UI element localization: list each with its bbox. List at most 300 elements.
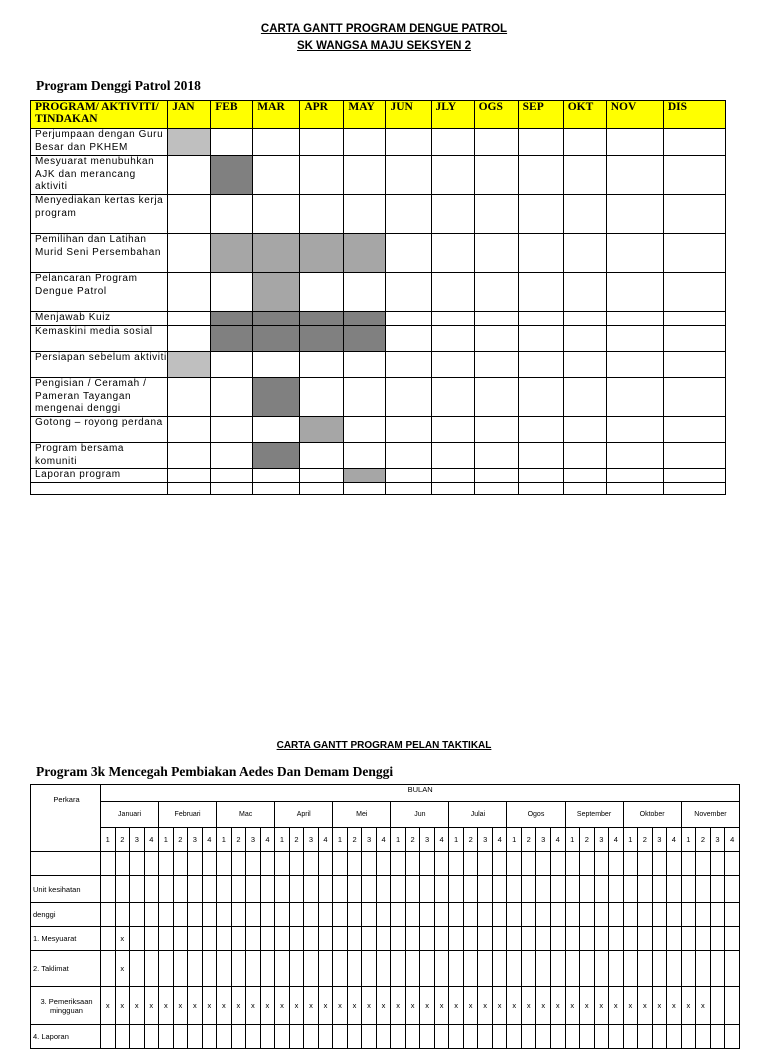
tactical-chart-title: CARTA GANTT PROGRAM PELAN TAKTIKAL [276,740,492,751]
gantt-empty-cell [563,234,606,273]
schedule-cell [159,927,174,951]
month-header-sep: SEP [518,101,563,129]
schedule-cell [521,852,536,876]
week-header: 4 [434,828,449,852]
gantt-empty-cell [518,483,563,495]
gantt-empty-cell [168,417,211,443]
schedule-cell [696,951,711,987]
gantt-empty-cell [431,129,474,156]
gantt-empty-cell [431,352,474,378]
week-header: 4 [318,828,333,852]
schedule-cell [188,852,203,876]
schedule-cell [536,1025,551,1049]
schedule-cell [463,951,478,987]
schedule-cell [376,1025,391,1049]
schedule-cell [405,1025,420,1049]
schedule-mark: x [173,987,188,1025]
week-header: 3 [710,828,725,852]
gantt-empty-cell [168,483,211,495]
schedule-cell [318,903,333,927]
schedule-cell [188,876,203,903]
gantt-bar-cell [211,156,253,195]
schedule-mark: x [623,987,638,1025]
schedule-cell [667,1025,682,1049]
header-row-bulan [31,785,740,802]
table-row [31,951,740,987]
schedule-cell [275,927,290,951]
schedule-cell [362,876,377,903]
schedule-cell [710,987,725,1025]
schedule-cell [463,927,478,951]
activity-label: Perjumpaan dengan Guru Besar dan PKHEM [31,129,168,156]
schedule-cell [521,903,536,927]
gantt-empty-cell [431,234,474,273]
schedule-cell [623,951,638,987]
week-header: 3 [652,828,667,852]
week-header: 2 [638,828,653,852]
schedule-cell [275,951,290,987]
schedule-mark: x [696,987,711,1025]
schedule-cell [652,951,667,987]
week-header: 3 [130,828,145,852]
schedule-cell [202,1025,217,1049]
schedule-mark: x [609,987,624,1025]
schedule-cell [434,1025,449,1049]
table-row [31,876,740,903]
gantt-empty-cell [300,273,344,312]
gantt-empty-cell [211,352,253,378]
gantt-empty-cell [563,326,606,352]
schedule-cell [681,927,696,951]
table-row [31,852,740,876]
schedule-mark: x [565,987,580,1025]
activity-label: Pemilihan dan Latihan Murid Seni Persembahan [31,234,168,273]
gantt-empty-cell [300,443,344,469]
schedule-cell [725,903,740,927]
schedule-cell [318,852,333,876]
schedule-cell [420,951,435,987]
schedule-cell [652,903,667,927]
gantt-empty-cell [344,273,386,312]
week-header: 3 [304,828,319,852]
schedule-cell [333,903,348,927]
schedule-cell [362,1025,377,1049]
perkara-label: 4. Laporan [31,1025,101,1049]
gantt-empty-cell [663,417,725,443]
gantt-empty-cell [606,417,663,443]
schedule-cell [202,876,217,903]
schedule-cell [333,852,348,876]
month-header-september: September [565,802,623,828]
schedule-cell [580,876,595,903]
schedule-cell [144,876,159,903]
schedule-cell [289,1025,304,1049]
gantt-empty-cell [474,312,518,326]
month-header-november: November [681,802,740,828]
week-header: 3 [188,828,203,852]
gantt-empty-cell [431,156,474,195]
schedule-cell [159,876,174,903]
schedule-cell [710,876,725,903]
schedule-cell [449,951,464,987]
gantt-empty-cell [563,273,606,312]
gantt-bar-cell [253,378,300,417]
schedule-cell [188,951,203,987]
week-header: 2 [405,828,420,852]
schedule-cell [144,951,159,987]
gantt-empty-cell [431,326,474,352]
schedule-cell [463,903,478,927]
schedule-mark: x [115,951,130,987]
schedule-cell [710,1025,725,1049]
gantt-empty-cell [253,483,300,495]
schedule-cell [101,1025,116,1049]
schedule-cell [289,927,304,951]
schedule-cell [565,852,580,876]
week-header: 3 [478,828,493,852]
schedule-cell [246,951,261,987]
schedule-cell [347,927,362,951]
schedule-cell [638,951,653,987]
schedule-cell [246,876,261,903]
schedule-cell [362,903,377,927]
gantt-empty-cell [344,378,386,417]
gantt-empty-cell [431,378,474,417]
schedule-cell [318,927,333,951]
gantt-empty-cell [563,417,606,443]
schedule-mark: x [188,987,203,1025]
chart-title: CARTA GANTT PROGRAM DENGUE PATROL [260,23,508,35]
gantt-bar-cell [253,234,300,273]
schedule-mark: x [594,987,609,1025]
schedule-cell [318,876,333,903]
activity-row [31,469,726,483]
schedule-cell [115,903,130,927]
month-header-januari: Januari [101,802,159,828]
gantt-empty-cell [386,312,431,326]
schedule-mark: x [289,987,304,1025]
schedule-cell [667,852,682,876]
header-row-weeks [31,828,740,852]
schedule-cell [405,951,420,987]
month-header-okt: OKT [563,101,606,129]
perkara-header: Perkara [31,785,101,852]
schedule-cell [521,876,536,903]
week-header: 2 [521,828,536,852]
week-header: 2 [463,828,478,852]
gantt-empty-cell [431,273,474,312]
schedule-cell [507,876,522,903]
gantt-empty-cell [386,234,431,273]
schedule-cell [289,852,304,876]
schedule-cell [217,927,232,951]
schedule-cell [159,852,174,876]
schedule-cell [420,927,435,951]
schedule-cell [318,1025,333,1049]
week-header: 3 [594,828,609,852]
month-header-mei: Mei [333,802,391,828]
gantt-empty-cell [563,129,606,156]
schedule-mark: x [580,987,595,1025]
schedule-cell [231,876,246,903]
schedule-cell [115,1025,130,1049]
schedule-cell [101,876,116,903]
schedule-cell [710,852,725,876]
gantt-empty-cell [474,234,518,273]
schedule-cell [420,1025,435,1049]
week-header: 4 [550,828,565,852]
schedule-cell [550,927,565,951]
gantt-empty-cell [663,129,725,156]
month-header-may: MAY [344,101,386,129]
schedule-cell [638,903,653,927]
schedule-cell [492,1025,507,1049]
week-header: 1 [507,828,522,852]
gantt-empty-cell [563,469,606,483]
schedule-cell [289,951,304,987]
schedule-cell [405,876,420,903]
gantt-empty-cell [211,378,253,417]
schedule-cell [260,951,275,987]
gantt-empty-cell [563,378,606,417]
schedule-cell [609,951,624,987]
tactical-program-title: Program 3k Mencegah Pembiakan Aedes Dan Demam Denggi [36,764,394,779]
schedule-cell [478,927,493,951]
schedule-cell [289,903,304,927]
week-header: 3 [362,828,377,852]
gantt-empty-cell [518,326,563,352]
table-row [31,987,740,1025]
gantt-empty-cell [663,312,725,326]
perkara-label [31,852,101,876]
schedule-cell [710,927,725,951]
gantt-table-tactical [30,784,740,1049]
gantt-empty-cell [474,273,518,312]
gantt-empty-cell [606,352,663,378]
schedule-cell [623,927,638,951]
month-header-jun: JUN [386,101,431,129]
schedule-cell [521,1025,536,1049]
schedule-cell [667,903,682,927]
schedule-cell [492,903,507,927]
gantt-empty-cell [168,443,211,469]
schedule-cell [580,927,595,951]
schedule-cell [492,876,507,903]
gantt-empty-cell [300,469,344,483]
activity-row [31,273,726,312]
schedule-cell [536,927,551,951]
gantt-empty-cell [474,378,518,417]
schedule-cell [507,1025,522,1049]
gantt-bar-cell [344,234,386,273]
week-header: 4 [667,828,682,852]
schedule-cell [202,903,217,927]
schedule-cell [710,903,725,927]
schedule-cell [536,852,551,876]
activity-label: Pelancaran Program Dengue Patrol [31,273,168,312]
bulan-header: BULAN [101,785,740,802]
schedule-cell [347,903,362,927]
schedule-cell [449,852,464,876]
gantt-empty-cell [606,195,663,234]
schedule-cell [260,876,275,903]
schedule-cell [550,903,565,927]
gantt-empty-cell [211,443,253,469]
month-header-nov: NOV [606,101,663,129]
gantt-empty-cell [431,195,474,234]
gantt-bar-cell [253,312,300,326]
week-header: 1 [101,828,116,852]
schedule-cell [231,903,246,927]
gantt-empty-cell [563,156,606,195]
week-header: 2 [696,828,711,852]
schedule-mark: x [667,987,682,1025]
schedule-cell [507,951,522,987]
gantt-empty-cell [563,195,606,234]
schedule-cell [159,951,174,987]
program-title: Program Denggi Patrol 2018 [36,78,201,93]
schedule-mark: x [144,987,159,1025]
schedule-cell [696,1025,711,1049]
schedule-cell [101,903,116,927]
gantt-empty-cell [344,443,386,469]
month-header-jan: JAN [168,101,211,129]
schedule-cell [376,876,391,903]
schedule-cell [681,852,696,876]
schedule-cell [594,927,609,951]
schedule-cell [101,852,116,876]
schedule-mark: x [391,987,406,1025]
gantt-empty-cell [606,312,663,326]
schedule-mark: x [521,987,536,1025]
gantt-empty-cell [431,417,474,443]
week-header: 3 [420,828,435,852]
gantt-bar-cell [300,312,344,326]
schedule-cell [434,927,449,951]
schedule-cell [638,1025,653,1049]
gantt-empty-cell [344,156,386,195]
gantt-empty-cell [300,378,344,417]
schedule-cell [130,1025,145,1049]
week-header: 1 [275,828,290,852]
schedule-cell [376,852,391,876]
schedule-cell [623,876,638,903]
schedule-cell [275,852,290,876]
month-header-mac: Mac [217,802,275,828]
schedule-mark: x [405,987,420,1025]
schedule-cell [130,951,145,987]
gantt-empty-cell [663,352,725,378]
schedule-cell [217,876,232,903]
schedule-cell [463,1025,478,1049]
schedule-cell [652,876,667,903]
gantt-empty-cell [344,352,386,378]
activity-row [31,443,726,469]
schedule-cell [638,927,653,951]
schedule-cell [638,876,653,903]
schedule-mark: x [231,987,246,1025]
schedule-cell [550,876,565,903]
schedule-cell [478,951,493,987]
activity-row [31,156,726,195]
gantt-empty-cell [386,378,431,417]
schedule-cell [667,876,682,903]
schedule-mark: x [550,987,565,1025]
schedule-cell [217,951,232,987]
week-header: 2 [173,828,188,852]
gantt-empty-cell [300,352,344,378]
schedule-cell [594,951,609,987]
schedule-mark: x [362,987,377,1025]
schedule-cell [550,852,565,876]
schedule-cell [173,1025,188,1049]
schedule-cell [420,876,435,903]
week-header: 1 [681,828,696,852]
schedule-mark: x [101,987,116,1025]
gantt-empty-cell [606,156,663,195]
gantt-empty-cell [474,195,518,234]
gantt-bar-cell [344,312,386,326]
gantt-bar-cell [168,352,211,378]
activity-row [31,312,726,326]
gantt-empty-cell [168,273,211,312]
schedule-cell [449,1025,464,1049]
schedule-cell [725,876,740,903]
activity-label: Mesyuarat menubuhkan AJK dan merancang aktiviti [31,156,168,195]
schedule-cell [449,876,464,903]
week-header: 4 [260,828,275,852]
schedule-cell [652,927,667,951]
gantt-empty-cell [386,469,431,483]
schedule-cell [173,951,188,987]
gantt-empty-cell [563,312,606,326]
gantt-empty-cell [431,312,474,326]
gantt-empty-cell [606,234,663,273]
schedule-cell [376,903,391,927]
schedule-cell [609,852,624,876]
schedule-cell [434,903,449,927]
schedule-cell [536,876,551,903]
week-header: 1 [391,828,406,852]
activity-row [31,483,726,495]
schedule-cell [202,951,217,987]
schedule-cell [536,951,551,987]
schedule-cell [609,876,624,903]
gantt-table-dengue-patrol [30,100,726,495]
schedule-cell [362,852,377,876]
schedule-cell [725,927,740,951]
gantt-empty-cell [518,378,563,417]
gantt-empty-cell [168,378,211,417]
schedule-cell [260,852,275,876]
gantt-empty-cell [344,483,386,495]
gantt-empty-cell [253,417,300,443]
schedule-cell [594,852,609,876]
week-header: 1 [333,828,348,852]
schedule-cell [304,876,319,903]
gantt-empty-cell [606,469,663,483]
schedule-mark: x [275,987,290,1025]
perkara-label: denggi [31,903,101,927]
schedule-cell [376,951,391,987]
gantt-empty-cell [663,443,725,469]
activity-label: Menyediakan kertas kerja program [31,195,168,234]
schedule-cell [405,903,420,927]
gantt-empty-cell [211,273,253,312]
schedule-cell [115,852,130,876]
perkara-label: 3. Pemeriksaan mingguan [31,987,101,1025]
schedule-cell [420,903,435,927]
